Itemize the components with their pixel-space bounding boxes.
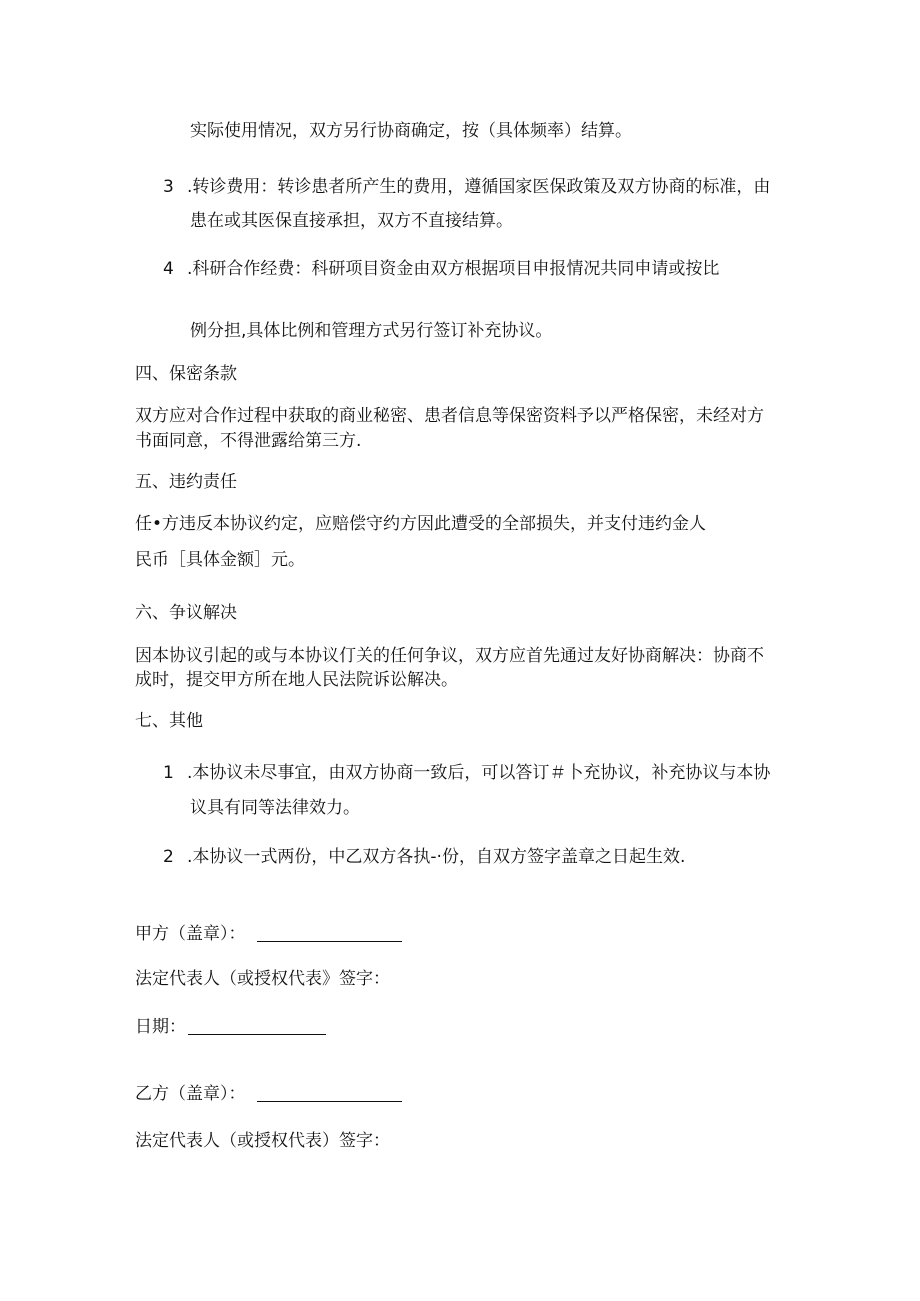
liability-line-1: 任•方违反本协议约定，应赔偿守约方因此遭受的全部损失，并支付违约金人 — [135, 514, 707, 534]
item-4-number: 4 — [163, 259, 174, 279]
party-b-representative-label: 法定代表人（或授权代表）签字： — [135, 1131, 390, 1151]
confidentiality-heading: 四、保密条款 — [135, 364, 237, 384]
party-a-seal-line[interactable] — [257, 941, 402, 942]
party-a-seal-label: 甲方（盖章）： — [135, 924, 246, 944]
item-4-line-2: 例分担,具体比例和管理方式另行签订补充协议。 — [190, 321, 553, 341]
party-a-representative-label: 法定代表人（或授权代表》签字： — [135, 969, 390, 989]
dispute-line-1: 因本协议引起的或与本协议仃关的任何争议，双方应首先通过友好协商解决：协商不 — [135, 646, 764, 666]
confidentiality-line-1: 双方应对合作过程中获取的商业秘密、患者信息等保密资料予以严格保密，未经对方 — [135, 406, 764, 426]
date-line[interactable] — [188, 1034, 326, 1035]
other-item-1-number: 1 — [163, 763, 174, 783]
party-b-seal-label: 乙方（盖章）： — [135, 1084, 246, 1104]
fees-continued-text: 实际使用情况，双方另行协商确定，按（具体频率）结算。 — [190, 121, 632, 141]
date-label: 日期： — [135, 1017, 186, 1037]
other-heading: 七、其他 — [135, 711, 203, 731]
other-item-2-line-1: .本协议一式两份，中乙双方各执-·份，自双方签字盖章之日起生效. — [187, 847, 686, 867]
liability-line-2: 民币［具体金额］元。 — [135, 550, 305, 570]
confidentiality-line-2: 书面同意，不得泄露给第三方. — [135, 431, 362, 451]
item-3-line-1: .转诊费用：转诊患者所产生的费用，遵循国家医保政策及双方协商的标准，由 — [187, 177, 771, 197]
item-3-number: 3 — [163, 177, 174, 197]
item-4-line-1: .科研合作经费：科研项目资金由双方根据项目申报情况共同申请或按比 — [187, 259, 720, 279]
item-3-line-2: 患在或其医保直接承担，双方不直接结算。 — [190, 211, 513, 231]
other-item-2-number: 2 — [163, 847, 174, 867]
dispute-heading: 六、争议解决 — [135, 603, 237, 623]
party-b-seal-line[interactable] — [257, 1101, 402, 1102]
other-item-1-line-1: .本协议未尽事宜，由双方协商一致后，可以答订＃卜充协议，补充协议与本协 — [187, 763, 771, 783]
liability-heading: 五、违约责任 — [135, 472, 237, 492]
dispute-line-2: 成时，提交甲方所在地人民法院诉讼解决。 — [135, 670, 458, 690]
other-item-1-line-2: 议具有同等法律效力。 — [190, 798, 360, 818]
